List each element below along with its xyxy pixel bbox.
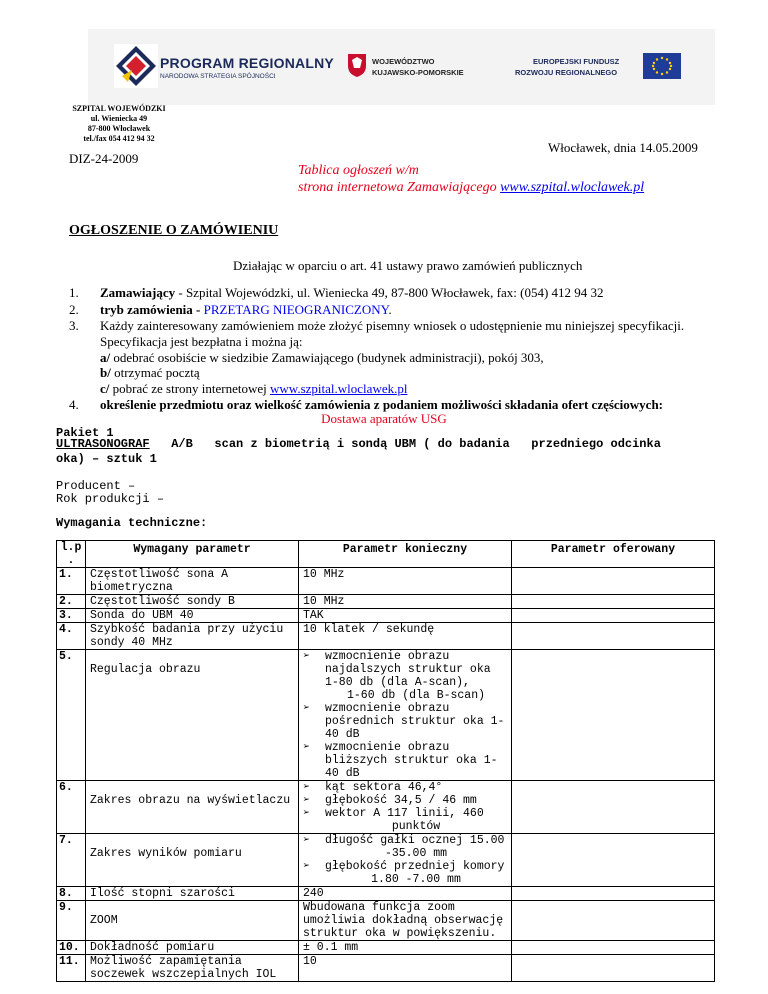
eu-fund-line2: ROZWOJU REGIONALNEGO [515,68,618,77]
table-row [57,650,715,781]
stamp-line: SZPITAL WOJEWÓDZKI [72,104,166,113]
table-row [57,901,715,941]
subject-title: Dostawa aparatów USG [321,411,447,426]
program-title: PROGRAM REGIONALNY [160,55,334,71]
notice-board-line: Tablica ogłoszeń w/m [298,163,419,178]
col-header-lp: l.p . [57,541,86,568]
requirements-table [56,540,715,982]
table-cell [512,887,715,901]
table-header-row [57,541,715,568]
table-cell [299,781,512,834]
table-cell: Częstotliwość sona A biometryczna [86,568,299,595]
table-cell [512,595,715,609]
list-item-3b: b/ otrzymać pocztą [100,365,200,380]
list-item-3: 3. Każdy zainteresowany zamówieniem może złożyć pisemny wniosek o udostępnienie mu niniejszej specyfikacji. [69,318,685,333]
table-row [57,887,715,901]
requirements-heading: Wymagania techniczne: [56,516,208,530]
table-row [57,781,715,834]
bullet-item: ➢ wzmocnienie obrazu bliższych struktur oka 1-40 dB [303,741,507,780]
stamp-line: ul. Wieniecka 49 [90,114,148,123]
list-item-1: 1. Zamawiający - Szpital Wojewódzki, ul. Wieniecka 49, 87-800 Włocławek, fax: (054) 412 94 32 [69,285,604,300]
producer-label: Producent – [56,479,136,493]
table-cell: ± 0.1 mm [299,941,512,955]
document-date: Włocławek, dnia 14.05.2009 [548,140,698,155]
table-row [57,623,715,650]
table-cell: 10 [299,955,512,982]
table-cell: Wbudowana funkcja zoom umożliwia dokładną obserwację struktur oka w powiększeniu. [299,901,512,941]
bullet-item: ➢ głębokość 34,5 / 46 mm [303,794,507,807]
package-description: ULTRASONOGRAF A/B scan z biometrią i sondą UBM ( do badania przedniego odcinka [56,437,661,451]
table-cell: Częstotliwość sondy B [86,595,299,609]
table-cell: 10 klatek / sekundę [299,623,512,650]
list-item-4: 4. określenie przedmiotu oraz wielkość zamówienia z podaniem możliwości składania ofert częściowych: [69,397,664,412]
program-subtitle: NARODOWA STRATEGIA SPÓJNOŚCI [160,73,276,80]
voivodeship-crest-icon [346,52,368,78]
table-cell: 8. [57,887,86,901]
package-title: Pakiet 1 [56,426,114,440]
table-cell [512,623,715,650]
table-row [57,834,715,887]
table-cell: 6. [57,781,86,834]
table-cell: 240 [299,887,512,901]
bullet-item: ➢ wzmocnienie obrazu pośrednich struktur oka 1-40 dB [303,702,507,741]
bullet-item: ➢ długość gałki ocznej 15.00 -35.00 mm [303,834,507,860]
notice-website-line: strona internetowa Zamawiającego www.szpital.wloclawek.pl [298,180,645,195]
eu-fund-line1: EUROPEJSKI FUNDUSZ [533,57,620,66]
table-cell [512,941,715,955]
table-cell [299,650,512,781]
table-cell: 2. [57,595,86,609]
table-cell: Sonda do UBM 40 [86,609,299,623]
table-row [57,955,715,982]
col-header-offered: Parametr oferowany [512,541,715,568]
table-cell [299,834,512,887]
list-item-3-spec: Specyfikacja jest bezpłatna i można ją: [100,334,303,349]
table-row [57,941,715,955]
table-cell: ZOOM [86,901,299,941]
website-link[interactable]: www.szpital.wloclawek.pl [270,381,408,396]
col-header-required: Wymagany parametr [86,541,299,568]
bullet-item: ➢ wektor A 117 linii, 460 punktów [303,807,507,833]
reference-number: DIZ-24-2009 [69,151,139,166]
website-link[interactable]: www.szpital.wloclawek.pl [500,180,645,195]
table-row [57,595,715,609]
table-cell: Dokładność pomiaru [86,941,299,955]
bullet-item: ➢ wzmocnienie obrazu najdalszych struktur oka 1-80 db (dla A-scan), 1-60 db (dla B-scan) [303,650,507,702]
table-cell: 4. [57,623,86,650]
stamp-line: tel./fax 054 412 94 32 [83,134,155,143]
table-cell [512,781,715,834]
table-cell [512,609,715,623]
document-heading: OGŁOSZENIE O ZAMÓWIENIU [69,223,279,238]
eu-flag-icon [643,53,681,79]
bullet-item: ➢ kąt sektora 46,4° [303,781,507,794]
list-item-3c: c/ pobrać ze strony internetowej www.szpital.wloclawek.pl [100,381,408,396]
package-description-cont: oka) – sztuk 1 [56,452,157,466]
table-cell: 7. [57,834,86,887]
table-cell: Szybkość badania przy użyciu sondy 40 MHz [86,623,299,650]
program-regionalny-logo-icon [114,44,158,88]
table-row [57,609,715,623]
table-cell [512,834,715,887]
table-cell: Zakres obrazu na wyświetlaczu [86,781,299,834]
voivodeship-line2: KUJAWSKO-POMORSKIE [372,68,464,77]
table-cell: 10. [57,941,86,955]
table-cell: 3. [57,609,86,623]
table-cell: 10 MHz [299,595,512,609]
table-cell [512,955,715,982]
table-cell: Zakres wyników pomiaru [86,834,299,887]
table-cell: Ilość stopni szarości [86,887,299,901]
table-cell: TAK [299,609,512,623]
table-cell: Możliwość zapamiętania soczewek wszczepialnych IOL [86,955,299,982]
table-cell: 10 MHz [299,568,512,595]
production-year-label: Rok produkcji – [56,492,165,506]
table-cell: Regulacja obrazu [86,650,299,781]
table-cell: 11. [57,955,86,982]
list-item-3a: a/ odebrać osobiście w siedzibie Zamawiającego (budynek administracji), pokój 303, [100,350,544,365]
table-cell [512,901,715,941]
table-cell [512,650,715,781]
table-cell: 5. [57,650,86,781]
table-row [57,568,715,595]
table-cell [512,568,715,595]
table-cell: 9. [57,901,86,941]
bullet-item: ➢ głębokość przedniej komory 1.80 -7.00 mm [303,860,507,886]
legal-basis: Działając w oparciu o art. 41 ustawy prawo zamówień publicznych [233,258,583,273]
table-cell: 1. [57,568,86,595]
col-header-necessary: Parametr konieczny [299,541,512,568]
list-item-2: 2. tryb zamówienia - PRZETARG NIEOGRANICZONY. [69,302,392,317]
voivodeship-line1: WOJEWÓDZTWO [372,57,435,66]
stamp-line: 87-800 Włocławek [87,124,151,133]
